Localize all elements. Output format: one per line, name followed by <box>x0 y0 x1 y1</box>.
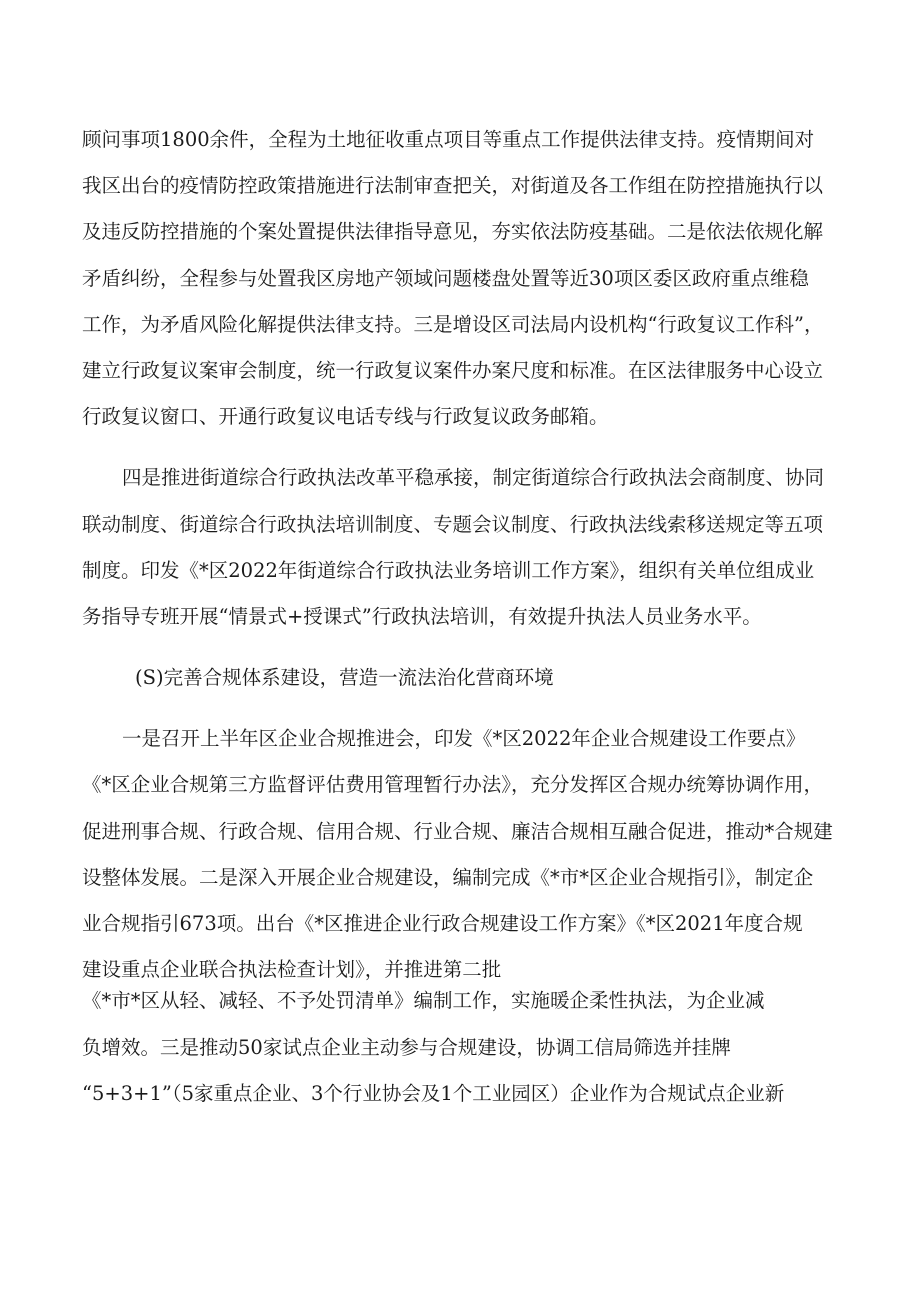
paragraph-3-line-9: “5+3+1”（5家重点企业、3个行业协会及1个工业园区）企业作为合规试点企业新 <box>82 1082 785 1105</box>
paragraph-3-line-7: 《*市*区从轻、减轻、不予处罚清单》编制工作，实施暖企柔性执法，为企业减 <box>82 989 765 1012</box>
paragraph-2-line-3: 制度。印发《*区2022年街道综合行政执法业务培训工作方案》，组织有关单位组成业 <box>82 559 815 582</box>
paragraph-1-line-2: 我区出台的疫情防控政策措施进行法制审查把关，对街道及各工作组在防控措施执行以 <box>82 174 824 197</box>
paragraph-3-line-4: 设整体发展。二是深入开展企业合规建设，编制完成《*市*区企业合规指引》，制定企 <box>82 866 814 889</box>
paragraph-3-line-8: 负增效。三是推动50家试点企业主动参与合规建设，协调工信局筛选并挂牌 <box>82 1036 731 1059</box>
paragraph-2-line-2: 联动制度、街道综合行政执法培训制度、专题会议制度、行政执法线索移送规定等五项 <box>82 513 824 536</box>
paragraph-2-line-4: 务指导专班开展“情景式+授课式”行政执法培训，有效提升执法人员业务水平。 <box>82 605 762 628</box>
section-heading: (S)完善合规体系建设，营造一流法治化营商环境 <box>135 666 554 689</box>
paragraph-1-line-3: 及违反防控措施的个案处置提供法律指导意见，夯实依法防疫基础。二是依法依规化解 <box>82 220 824 243</box>
paragraph-3-line-1: 一是召开上半年区企业合规推进会，印发《*区2022年企业合规建设工作要点》 <box>122 727 806 750</box>
paragraph-2-line-1: 四是推进街道综合行政执法改革平稳承接，制定街道综合行政执法会商制度、协同 <box>122 466 825 489</box>
paragraph-1-line-6: 建立行政复议案审会制度，统一行政复议案件办案尺度和标准。在区法律服务中心设立 <box>82 359 824 382</box>
paragraph-3-line-5: 业合规指引673项。出台《*区推进企业行政合规建设工作方案》《*区2021年度合规 <box>82 912 803 935</box>
paragraph-3-line-2: 《*区企业合规第三方监督评估费用管理暂行办法》，充分发挥区合规办统筹协调作用， <box>82 773 824 796</box>
paragraph-1-line-4: 矛盾纠纷，全程参与处置我区房地产领域问题楼盘处置等近30项区委区政府重点维稳 <box>82 267 809 290</box>
paragraph-1-line-1: 顾问事项1800余件，全程为土地征收重点项目等重点工作提供法律支持。疫情期间对 <box>82 128 815 151</box>
paragraph-1-line-7: 行政复议窗口、开通行政复议电话专线与行政复议政务邮箱。 <box>82 405 609 428</box>
paragraph-3-line-3: 促进刑事合规、行政合规、信用合规、行业合规、廉洁合规相互融合促进，推动*合规建 <box>82 820 833 843</box>
paragraph-3-line-6: 建设重点企业联合执法检查计划》，并推进第二批 <box>82 958 502 981</box>
paragraph-1-line-5: 工作，为矛盾风险化解提供法律支持。三是增设区司法局内设机构“行政复议工作科”， <box>82 313 824 336</box>
